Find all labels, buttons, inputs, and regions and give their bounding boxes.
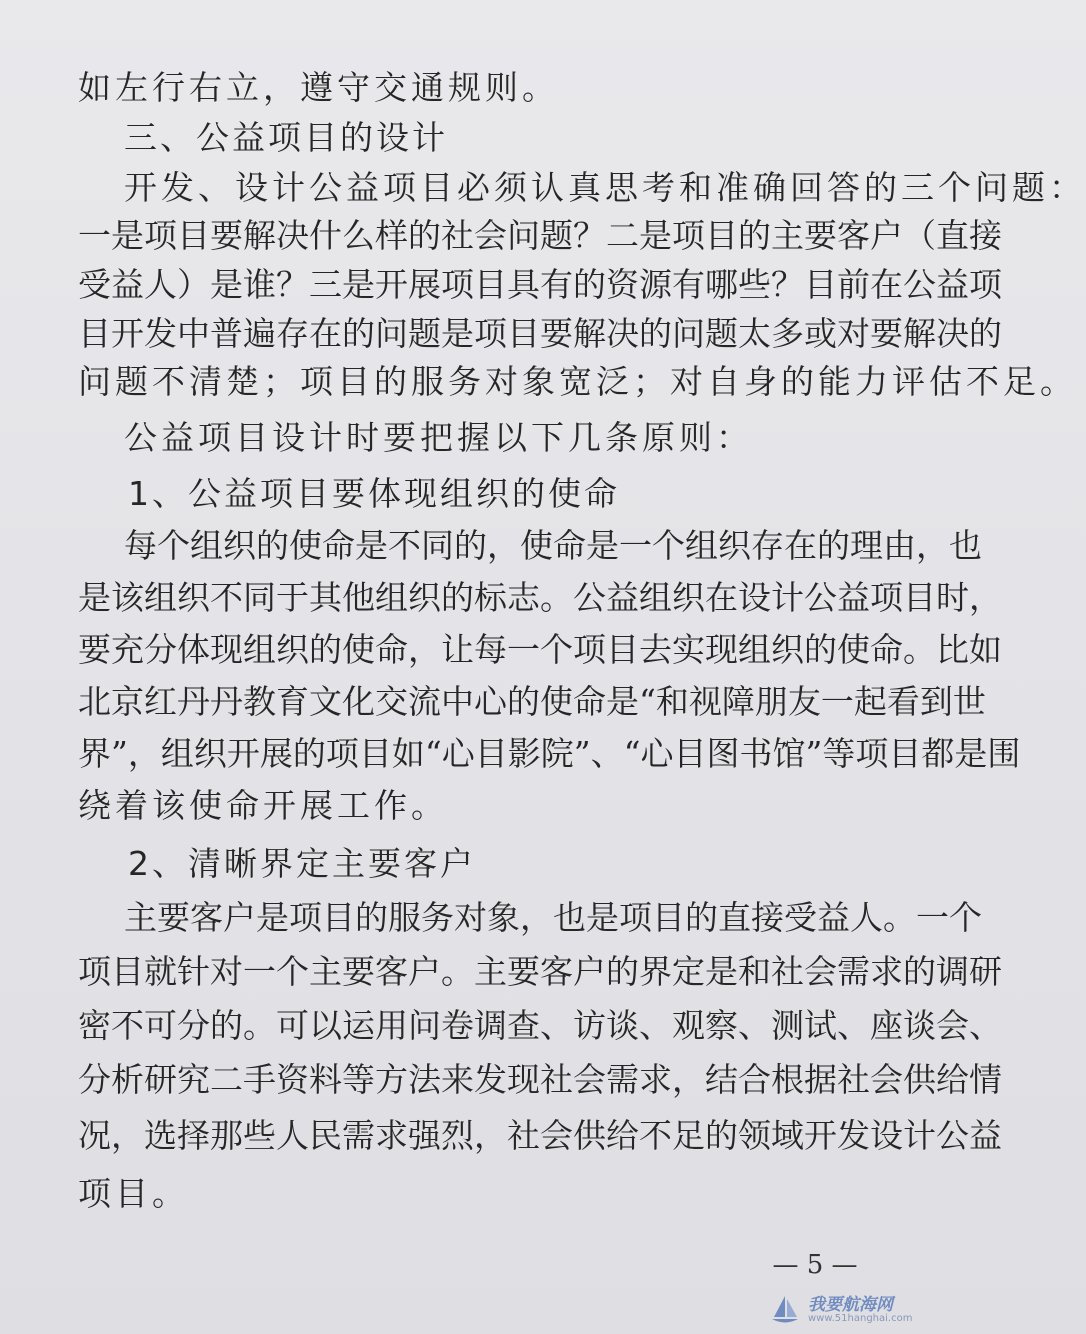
page-number: — 5 — (772, 1250, 858, 1280)
text-line: 项目就针对一个主要客户。主要客户的界定是和社会需求的调研 (78, 952, 1002, 991)
subsection-heading: 2、清晰界定主要客户 (128, 844, 476, 883)
text-line: 问题不清楚；项目的服务对象宽泛；对自身的能力评估不足。 (78, 362, 1077, 401)
text-line: 每个组织的使命是不同的，使命是一个组织存在的理由，也 (124, 526, 982, 565)
sailboat-logo-icon (768, 1293, 802, 1327)
text-line: 界”，组织开展的项目如“心目影院”、“心目图书馆”等项目都是围 (78, 734, 1021, 773)
watermark-name: 我要航海网 (808, 1294, 893, 1315)
text-line: 主要客户是项目的服务对象，也是项目的直接受益人。一个 (124, 898, 982, 937)
text-line: 是该组织不同于其他组织的标志。公益组织在设计公益项目时， (78, 578, 1002, 617)
text-line: 如左行右立，遵守交通规则。 (78, 68, 559, 107)
watermark (768, 1290, 913, 1330)
text-line: 分析研究二手资料等方法来发现社会需求，结合根据社会供给情 (78, 1060, 1002, 1099)
text-line: 密不可分的。可以运用问卷调查、访谈、观察、测试、座谈会、 (78, 1006, 1002, 1045)
text-line: 一是项目要解决什么样的社会问题？二是项目的主要客户（直接 (78, 216, 1002, 255)
text-line: 北京红丹丹教育文化交流中心的使命是“和视障朋友一起看到世 (78, 682, 986, 721)
text-line: 要充分体现组织的使命，让每一个项目去实现组织的使命。比如 (78, 630, 1002, 669)
watermark-url: www.51hanghai.com (808, 1312, 913, 1324)
text-line: 公益项目设计时要把握以下几条原则： (124, 418, 753, 457)
text-line: 绕着该使命开展工作。 (78, 786, 448, 825)
subsection-heading: 1、公益项目要体现组织的使命 (128, 474, 620, 513)
text-line: 目开发中普遍存在的问题是项目要解决的问题太多或对要解决的 (78, 314, 1002, 353)
text-line: 开发、设计公益项目必须认真思考和准确回答的三个问题： (124, 168, 1086, 207)
text-line: 况，选择那些人民需求强烈，社会供给不足的领域开发设计公益 (78, 1116, 1002, 1155)
text-line: 项目。 (78, 1174, 189, 1213)
section-heading: 三、公益项目的设计 (124, 118, 448, 157)
text-line: 受益人）是谁？三是开展项目具有的资源有哪些？目前在公益项 (78, 265, 1002, 304)
